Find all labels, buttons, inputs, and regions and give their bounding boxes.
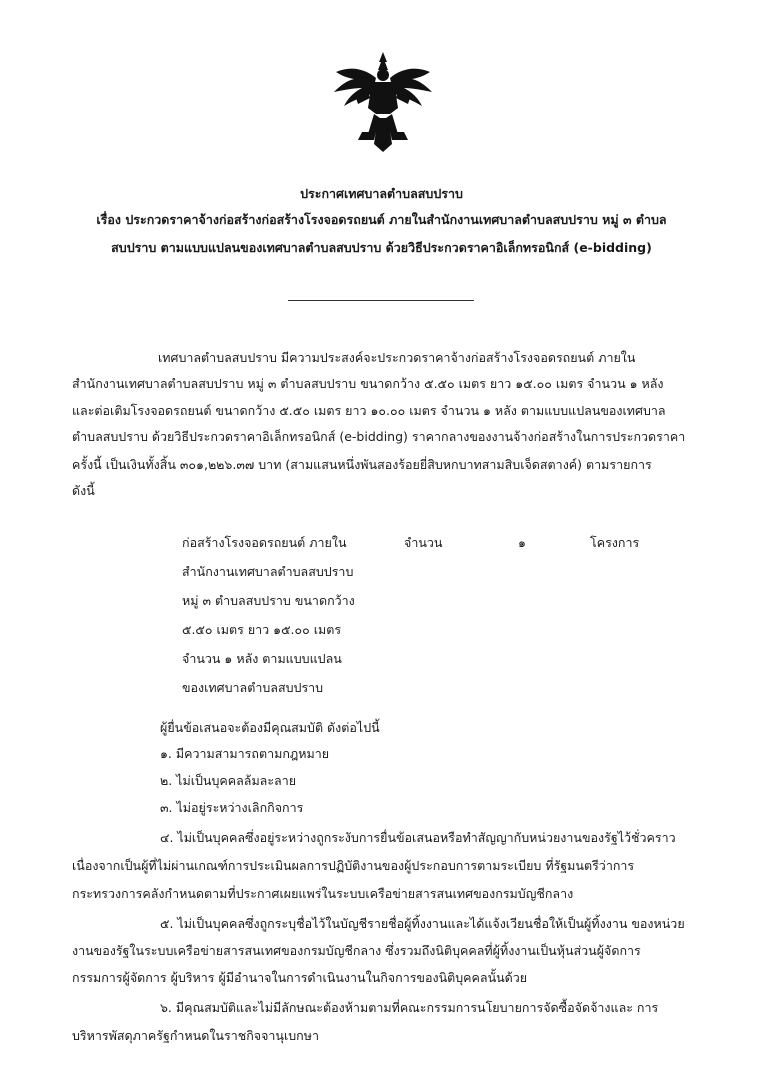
intro-line: เทศบาลตำบลสบปราบ มีความประสงค์จะประกวดราคาจ้างก่อสร้างโรงจอดรถยนต์ ภายใน — [158, 350, 636, 365]
item-desc-line: ก่อสร้างโรงจอดรถยนต์ ภายใน — [182, 535, 347, 550]
qualification-5-line: ๕. ไม่เป็นบุคคลซึ่งถูกระบุชื่อไว้ในบัญชีรายชื่อผู้ทิ้งงานและได้แจ้งเวียนชื่อให้เป็นผู้ทิ้งงาน ของหน่วย — [160, 916, 685, 931]
item-desc-line: ๕.๕๐ เมตร ยาว ๑๕.๐๐ เมตร — [182, 622, 342, 637]
item-desc-line: สำนักงานเทศบาลตำบลสบปราบ — [182, 564, 354, 579]
garuda-emblem-icon — [328, 48, 438, 158]
item-qty-label: จำนวน — [404, 535, 443, 550]
qualification-4-line: กระทรวงการคลังกำหนดตามที่ประกาศเผยแพร่ในระบบเครือข่ายสารสนเทศของกรมบัญชีกลาง — [72, 886, 574, 901]
item-qty-value: ๑ — [518, 535, 526, 550]
qualification-2: ๒. ไม่เป็นบุคคลล้มละลาย — [160, 773, 297, 788]
qualification-4-line: เนื่องจากเป็นผู้ที่ไม่ผ่านเกณฑ์การประเมินผลการปฏิบัติงานของผู้ประกอบการตามระเบียบ ที่รัฐมนตรีว่าการ — [72, 858, 635, 873]
item-desc-line: จำนวน ๑ หลัง ตามแบบแปลน — [182, 651, 342, 666]
qualification-5-line: งานของรัฐในระบบเครือข่ายสารสนเทศของกรมบัญชีกลาง ซึ่งรวมถึงนิติบุคคลที่ผู้ทิ้งงานเป็นหุ้นส่วนผู้จัดการ — [72, 943, 641, 958]
intro-line: สำนักงานเทศบาลตำบลสบปราบ หมู่ ๓ ตำบลสบปราบ ขนาดกว้าง ๕.๕๐ เมตร ยาว ๑๕.๐๐ เมตร จำนวน ๑ หลัง — [72, 376, 664, 391]
intro-line: และต่อเติมโรงจอดรถยนต์ ขนาดกว้าง ๕.๕๐ เมตร ยาว ๑๐.๐๐ เมตร จำนวน ๑ หลัง ตามแบบแปลนของเทศบาล — [72, 403, 666, 418]
divider — [288, 300, 474, 301]
qualification-1: ๑. มีความสามารถตามกฎหมาย — [160, 746, 330, 761]
intro-line: ครั้งนี้ เป็นเงินทั้งสิ้น ๓๐๑,๒๒๖.๓๗ บาท (สามแสนหนึ่งพันสองร้อยยี่สิบหกบาทสามสิบเจ็ดสตางค์) ตามรายการ — [72, 457, 652, 472]
qualification-5-line: กรรมการผู้จัดการ ผู้บริหาร ผู้มีอำนาจในการดำเนินงานในกิจการของนิติบุคคลนั้นด้วย — [72, 970, 528, 985]
subject-line-1: เรื่อง ประกวดราคาจ้างก่อสร้างก่อสร้างโรงจอดรถยนต์ ภายในสำนักงานเทศบาลตำบลสบปราบ หมู่ ๓ ตำบล — [96, 212, 667, 227]
qualifications-heading: ผู้ยื่นข้อเสนอจะต้องมีคุณสมบัติ ดังต่อไปนี้ — [160, 720, 380, 735]
subject-line-2: สบปราบ ตามแบบแปลนของเทศบาลตำบลสบปราบ ด้วยวิธีประกวดราคาอิเล็กทรอนิกส์ (e-bidding) — [111, 240, 652, 255]
qualification-6-line: ๖. มีคุณสมบัติและไม่มีลักษณะต้องห้ามตามที่คณะกรรมการนโยบายการจัดซื้อจัดจ้างและ การ — [160, 1000, 659, 1015]
qualification-3: ๓. ไม่อยู่ระหว่างเลิกกิจการ — [160, 800, 304, 815]
announcement-title: ประกาศเทศบาลตำบลสบปราบ — [300, 186, 463, 201]
item-desc-line: ของเทศบาลตำบลสบปราบ — [182, 680, 324, 695]
intro-line: ตำบลสบปราบ ด้วยวิธีประกวดราคาอิเล็กทรอนิกส์ (e-bidding) ราคากลางของงานจ้างก่อสร้างในการประกวดราคา — [72, 429, 686, 444]
qualification-6-line: บริหารพัสดุภาครัฐกำหนดในราชกิจจานุเบกษา — [72, 1028, 320, 1043]
qualification-4-line: ๔. ไม่เป็นบุคคลซึ่งอยู่ระหว่างถูกระงับการยื่นข้อเสนอหรือทำสัญญากับหน่วยงานของรัฐไว้ชั่วคราว — [160, 830, 676, 845]
item-unit: โครงการ — [590, 535, 640, 550]
item-desc-line: หมู่ ๓ ตำบลสบปราบ ขนาดกว้าง — [182, 593, 355, 608]
intro-line: ดังนี้ — [72, 483, 95, 498]
